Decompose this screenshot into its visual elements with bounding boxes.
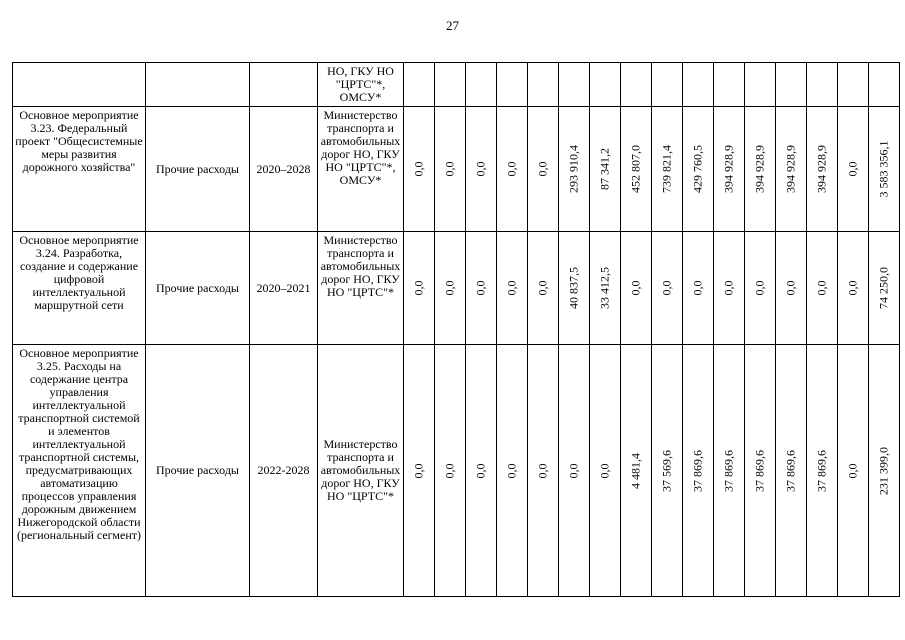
value-text: 37 569,6 bbox=[659, 449, 674, 492]
value-cell bbox=[497, 107, 528, 232]
value-text: 87 341,2 bbox=[597, 148, 612, 190]
measure-name-cell: Основное мероприятие 3.25. Расходы на содержание центра управления интеллектуальной транспортной системой и элементов интеллектуальной транспортной системы, предусматривающих автоматизацию процессов управления дорожным движением Нижегородской области (региональный сегмент) bbox=[13, 345, 146, 597]
value-cell bbox=[559, 63, 590, 107]
value-cell bbox=[404, 63, 435, 107]
value-cell bbox=[838, 232, 869, 345]
value-cell bbox=[714, 107, 745, 232]
value-text: 0,0 bbox=[535, 280, 550, 296]
measure-name-cell bbox=[13, 63, 146, 107]
value-text: 4 481,4 bbox=[628, 452, 643, 489]
value-text: 0,0 bbox=[442, 161, 457, 177]
value-cell bbox=[559, 232, 590, 345]
page-number: 27 bbox=[446, 18, 459, 33]
value-cell bbox=[621, 232, 652, 345]
value-cell bbox=[807, 345, 838, 597]
value-text: 0,0 bbox=[752, 280, 767, 296]
value-text: 0,0 bbox=[535, 161, 550, 177]
value-cell bbox=[590, 107, 621, 232]
value-cell bbox=[652, 345, 683, 597]
value-text: 37 869,6 bbox=[690, 449, 705, 492]
value-cell bbox=[714, 63, 745, 107]
value-text: 0,0 bbox=[597, 463, 612, 478]
table-row bbox=[13, 345, 900, 597]
value-cell bbox=[776, 107, 807, 232]
value-text: 33 412,5 bbox=[597, 267, 612, 309]
expense-type-cell: Прочие расходы bbox=[146, 232, 250, 345]
value-text: 0,0 bbox=[411, 161, 426, 177]
value-text: 0,0 bbox=[721, 280, 736, 296]
value-text: 37 869,6 bbox=[814, 449, 829, 492]
value-text: 0,0 bbox=[566, 463, 581, 478]
value-cell bbox=[714, 232, 745, 345]
table-row bbox=[13, 107, 900, 232]
value-cell bbox=[435, 345, 466, 597]
value-text: 429 760,5 bbox=[690, 145, 705, 193]
value-text: 37 869,6 bbox=[783, 449, 798, 492]
executor-cell: НО, ГКУ НО "ЦРТС"*, ОМСУ* bbox=[318, 63, 404, 107]
value-cell bbox=[435, 107, 466, 232]
expense-type-cell: Прочие расходы bbox=[146, 345, 250, 597]
budget-table bbox=[12, 62, 900, 597]
years-cell bbox=[250, 63, 318, 107]
value-cell bbox=[559, 107, 590, 232]
value-cell bbox=[714, 345, 745, 597]
value-cell bbox=[652, 63, 683, 107]
value-cell bbox=[590, 63, 621, 107]
value-cell bbox=[466, 232, 497, 345]
value-text: 37 869,6 bbox=[721, 449, 736, 492]
value-text: 452 807,0 bbox=[628, 145, 643, 193]
table-row bbox=[13, 232, 900, 345]
value-cell bbox=[528, 63, 559, 107]
value-cell bbox=[404, 232, 435, 345]
value-cell bbox=[745, 345, 776, 597]
value-text: 739 821,4 bbox=[659, 145, 674, 193]
value-cell bbox=[869, 232, 900, 345]
value-cell bbox=[838, 345, 869, 597]
value-cell bbox=[404, 107, 435, 232]
expense-type-cell bbox=[146, 63, 250, 107]
value-cell bbox=[652, 232, 683, 345]
value-text: 0,0 bbox=[504, 280, 519, 296]
measure-name-cell: Основное мероприятие 3.24. Разработка, создание и содержание цифровой интеллектуальной маршрутной сети bbox=[13, 232, 146, 345]
executor-cell: Министерство транспорта и автомобильных дорог НО, ГКУ НО "ЦРТС"* bbox=[318, 232, 404, 345]
value-cell bbox=[621, 63, 652, 107]
value-text: 0,0 bbox=[411, 463, 426, 478]
value-text: 0,0 bbox=[845, 280, 860, 296]
value-text: 0,0 bbox=[659, 280, 674, 296]
value-cell bbox=[528, 345, 559, 597]
value-text: 0,0 bbox=[845, 463, 860, 478]
value-text: 40 837,5 bbox=[566, 267, 581, 309]
years-cell: 2020–2028 bbox=[250, 107, 318, 232]
value-cell bbox=[590, 345, 621, 597]
executor-cell: Министерство транспорта и автомобильных дорог НО, ГКУ НО "ЦРТС"*, ОМСУ* bbox=[318, 107, 404, 232]
value-cell bbox=[776, 345, 807, 597]
executor-cell: Министерство транспорта и автомобильных дорог НО, ГКУ НО "ЦРТС"* bbox=[318, 345, 404, 597]
value-cell bbox=[404, 345, 435, 597]
expense-type-cell: Прочие расходы bbox=[146, 107, 250, 232]
value-cell bbox=[869, 345, 900, 597]
value-text: 0,0 bbox=[504, 463, 519, 478]
value-cell bbox=[466, 107, 497, 232]
value-cell bbox=[652, 107, 683, 232]
value-cell bbox=[497, 345, 528, 597]
value-text: 0,0 bbox=[473, 161, 488, 177]
value-text: 0,0 bbox=[473, 280, 488, 296]
value-cell bbox=[869, 107, 900, 232]
value-cell bbox=[435, 232, 466, 345]
value-text: 37 869,6 bbox=[752, 449, 767, 492]
value-cell bbox=[683, 63, 714, 107]
value-text: 0,0 bbox=[473, 463, 488, 478]
value-cell bbox=[776, 63, 807, 107]
value-cell bbox=[745, 63, 776, 107]
value-cell bbox=[497, 63, 528, 107]
value-cell bbox=[745, 107, 776, 232]
value-text: 293 910,4 bbox=[566, 145, 581, 193]
value-cell bbox=[528, 232, 559, 345]
value-cell bbox=[683, 107, 714, 232]
value-cell bbox=[435, 63, 466, 107]
value-cell bbox=[869, 63, 900, 107]
value-text: 0,0 bbox=[442, 463, 457, 478]
table-row bbox=[13, 63, 900, 107]
value-cell bbox=[838, 63, 869, 107]
value-text: 0,0 bbox=[504, 161, 519, 177]
value-cell bbox=[745, 232, 776, 345]
value-text: 3 583 356,1 bbox=[876, 140, 891, 198]
value-cell bbox=[559, 345, 590, 597]
value-text: 0,0 bbox=[783, 280, 798, 296]
value-cell bbox=[683, 345, 714, 597]
value-cell bbox=[590, 232, 621, 345]
value-text: 394 928,9 bbox=[814, 145, 829, 193]
value-cell bbox=[466, 345, 497, 597]
value-cell bbox=[838, 107, 869, 232]
value-cell bbox=[807, 63, 838, 107]
value-cell bbox=[621, 107, 652, 232]
measure-name-cell: Основное мероприятие 3.23. Федеральный проект "Общесистемные меры развития дорожного хозяйства" bbox=[13, 107, 146, 232]
years-cell: 2020–2021 bbox=[250, 232, 318, 345]
value-text: 0,0 bbox=[411, 280, 426, 296]
value-text: 74 250,0 bbox=[876, 267, 891, 309]
value-text: 0,0 bbox=[845, 161, 860, 177]
value-text: 0,0 bbox=[535, 463, 550, 478]
value-cell bbox=[497, 232, 528, 345]
value-cell bbox=[621, 345, 652, 597]
value-text: 394 928,9 bbox=[783, 145, 798, 193]
value-cell bbox=[528, 107, 559, 232]
value-cell bbox=[466, 63, 497, 107]
value-text: 0,0 bbox=[814, 280, 829, 296]
value-cell bbox=[807, 107, 838, 232]
value-cell bbox=[807, 232, 838, 345]
value-cell bbox=[776, 232, 807, 345]
value-text: 0,0 bbox=[442, 280, 457, 296]
value-text: 0,0 bbox=[628, 280, 643, 296]
value-text: 231 399,0 bbox=[876, 446, 891, 495]
value-cell bbox=[683, 232, 714, 345]
value-text: 394 928,9 bbox=[721, 145, 736, 193]
years-cell: 2022-2028 bbox=[250, 345, 318, 597]
value-text: 394 928,9 bbox=[752, 145, 767, 193]
value-text: 0,0 bbox=[690, 280, 705, 296]
